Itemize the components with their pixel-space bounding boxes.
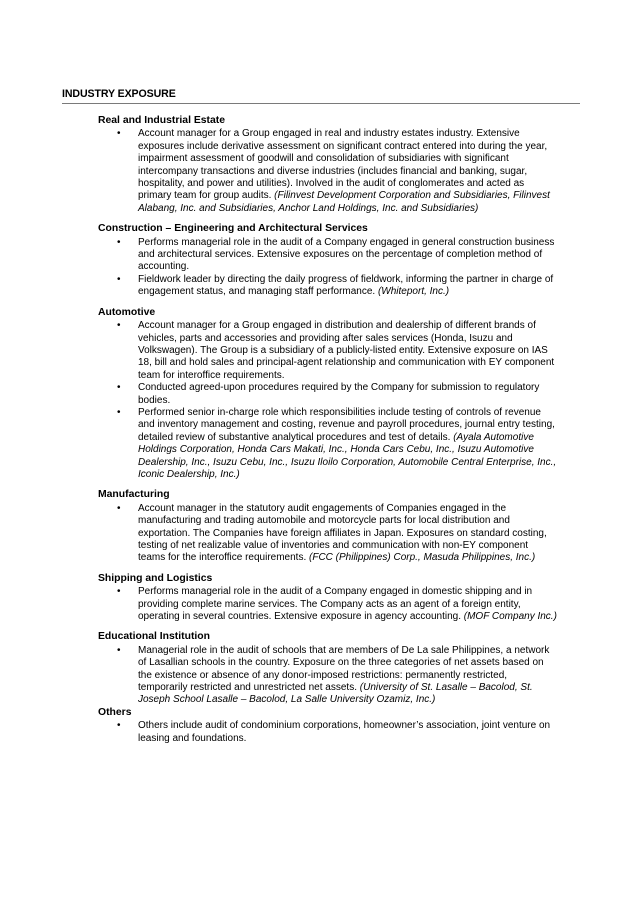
client-list: (Ayala Automotive Holdings Corporation, Honda Cars Makati, Inc., Honda Cars Cebu, Inc., Isuzu Automotive Dealership, Inc., Isuzu Cebu, Inc., Isuzu Iloilo Corporation, Automobile Central Enterprise, Inc., Iconic Dealership, Inc.) (138, 431, 557, 480)
bullet-item (98, 407, 558, 481)
bullet-item (98, 274, 558, 299)
bullet-text: Conducted agreed-upon procedures required by the Company for submission to regulatory bodies. (138, 382, 540, 406)
section-title: Real and Industrial Estate (98, 115, 226, 126)
bullet-icon: • (117, 320, 121, 332)
section-real-and-industrial-estate (98, 115, 558, 215)
bullet-icon: • (117, 273, 121, 285)
client-list: (FCC (Philippines) Corp., Masuda Philippines, Inc.) (309, 552, 536, 564)
bullet-text: Fieldwork leader by directing the daily progress of fieldwork, informing the partner in charge of engagement status, and managing staff performance. (138, 273, 554, 298)
section-automotive (98, 307, 558, 482)
bullet-item (98, 586, 558, 623)
section-title: Educational Institution (98, 631, 210, 643)
bullet-item (98, 382, 558, 407)
industry-exposure-heading: INDUSTRY EXPOSURE (62, 88, 176, 100)
section-educational-institution (98, 631, 558, 706)
bullet-item (98, 128, 558, 215)
bullet-icon: • (117, 502, 121, 514)
bullet-icon: • (117, 720, 121, 732)
bullet-list (98, 645, 558, 707)
bullet-item (98, 645, 558, 707)
bullet-text: Account manager in the statutory audit engagements of Companies engaged in the manufacturing and trading automobile and motorcycle parts for local distribution and exportation. The Companies have foreign affiliates in Japan. Exposures on standard costing, testing of net realizable value of inventories and communication with non-EY component teams for the interoffice requirements. (138, 502, 547, 564)
section-title: Automotive (98, 306, 156, 318)
bullet-item (98, 320, 558, 382)
bullet-icon: • (117, 406, 121, 418)
bullet-icon: • (117, 236, 121, 248)
section-title: Construction – Engineering and Architectural Services (98, 223, 368, 235)
bullet-list (98, 128, 558, 215)
bullet-icon: • (117, 382, 121, 394)
section-title: Shipping and Logistics (98, 572, 213, 584)
bullet-text: Performs managerial role in the audit of a Company engaged in domestic shipping and in providing complete marine services. The Company acts as an agent of a foreign entity, operating in several countries. Extensive exposure in agency accounting. (138, 586, 533, 623)
bullet-icon: • (117, 128, 121, 140)
section-construction (98, 223, 558, 298)
section-others (98, 707, 558, 745)
bullet-item (98, 503, 558, 565)
bullet-text: Performed senior in-charge role which responsibilities include testing of controls of revenue and inventory management and costing, revenue and payroll procedures, journal entry testing, detailed review of substantive analytical procedures and test of details. (138, 406, 555, 443)
bullet-text: Account manager for a Group engaged in distribution and dealership of different brands of vehicles, parts and accessories and providing after sales services (Honda, Isuzu and Volkswagen). The Group is a subsidiary of a publicly-listed entity. Extensive exposure on IAS 18, bill and hold sales and principal-agent relationship and communication with EY component team for interoffice requirements. (138, 320, 555, 381)
bullet-list (98, 720, 558, 745)
section-manufacturing (98, 489, 558, 564)
industry-sections (98, 115, 558, 753)
bullet-item (98, 237, 558, 274)
bullet-list (98, 237, 558, 299)
section-title: Others (98, 706, 132, 718)
section-shipping-and-logistics (98, 573, 558, 624)
client-list: (Filinvest Development Corporation and Subsidiaries, Filinvest Alabang, Inc. and Subsidiaries, Anchor Land Holdings, Inc. and Subsidiaries) (138, 190, 550, 214)
client-list: (MOF Company Inc.) (463, 611, 557, 623)
bullet-icon: • (117, 644, 121, 656)
bullet-text: Managerial role in the audit of schools that are members of De La sale Philippines, a network of Lasallian schools in the country. Exposure on the three categories of net assets based on the existence or absence of any donor-imposed restrictions: permanently restricted, temporarily restricted and unrestricted net assets. (138, 644, 550, 694)
heading-divider (62, 103, 580, 104)
bullet-item (98, 720, 558, 745)
client-list: (University of St. Lasalle – Bacolod, St. Joseph School Lasalle – Bacolod, La Salle University Ozamiz, Inc.) (138, 682, 533, 706)
bullet-text: Account manager for a Group engaged in real and industry estates industry. Extensive exposures include derivative assessment on significant contract entered into during the year, impairment assessment of goodwill and consolidation of subsidiaries with significant intercompany transactions and diverse industries (includes financial and banking, sugar, hospitality, and power and utilities). Involved in the audit of conglomerates and acted as primary team for group audits. (138, 128, 548, 202)
client-list: (Whiteport, Inc.) (377, 286, 450, 298)
section-title: Manufacturing (98, 489, 170, 501)
bullet-text: Performs managerial role in the audit of a Company engaged in general construction business and architectural services. Extensive exposures on the percentage of completion method of accounting. (138, 236, 555, 273)
bullet-list (98, 320, 558, 481)
bullet-icon: • (117, 586, 121, 598)
bullet-list (98, 503, 558, 565)
bullet-text: Others include audit of condominium corporations, homeowner’s association, joint venture on leasing and foundations. (138, 720, 551, 744)
bullet-list (98, 586, 558, 623)
